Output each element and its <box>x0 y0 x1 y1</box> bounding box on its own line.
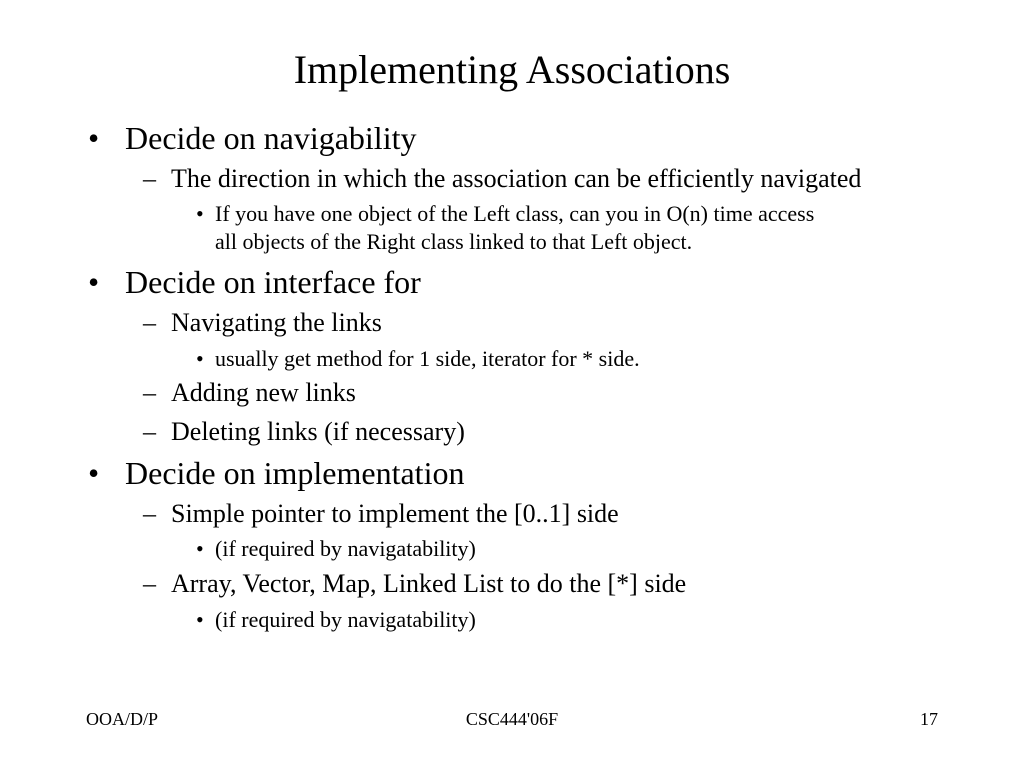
dash-marker: – <box>143 308 156 337</box>
bullet-marker: • <box>88 455 100 491</box>
bullet-text: Decide on implementation <box>125 455 465 491</box>
bullet-text: Decide on navigability <box>125 120 417 156</box>
sub-bullet-text: Deleting links (if necessary) <box>171 417 465 446</box>
bullet-marker: • <box>196 201 204 226</box>
footer-course-term: CSC444'06F <box>465 709 559 729</box>
bullet-marker: • <box>88 120 100 156</box>
sub-sub-bullet-text: (if required by navigatability) <box>215 607 476 632</box>
sub-bullet-text: Navigating the links <box>171 308 382 337</box>
dash-marker: – <box>143 499 156 528</box>
bullet-text: Decide on interface for <box>125 264 421 300</box>
sub-bullet-text: Simple pointer to implement the [0..1] side <box>171 499 619 528</box>
slide-number: 17 <box>920 709 938 729</box>
dash-marker: – <box>143 164 156 193</box>
sub-sub-bullet-text: If you have one object of the Left class, can you in O(n) time access <box>215 201 815 226</box>
bullet-marker: • <box>196 607 204 632</box>
sub-bullet-text: Adding new links <box>171 378 356 407</box>
sub-sub-bullet-text: all objects of the Right class linked to that Left object. <box>215 229 693 254</box>
bullet-marker: • <box>196 536 204 561</box>
sub-sub-bullet-text: usually get method for 1 side, iterator for * side. <box>215 346 640 371</box>
sub-bullet-text: Array, Vector, Map, Linked List to do the [*] side <box>171 569 687 598</box>
dash-marker: – <box>143 569 156 598</box>
bullet-marker: • <box>88 264 100 300</box>
slide-title: Implementing Associations <box>293 47 731 92</box>
dash-marker: – <box>143 417 156 446</box>
sub-bullet-text: The direction in which the association can be efficiently navigated <box>171 164 862 193</box>
dash-marker: – <box>143 378 156 407</box>
bullet-marker: • <box>196 346 204 371</box>
footer-course-code: OOA/D/P <box>86 709 159 729</box>
sub-sub-bullet-text: (if required by navigatability) <box>215 536 476 561</box>
